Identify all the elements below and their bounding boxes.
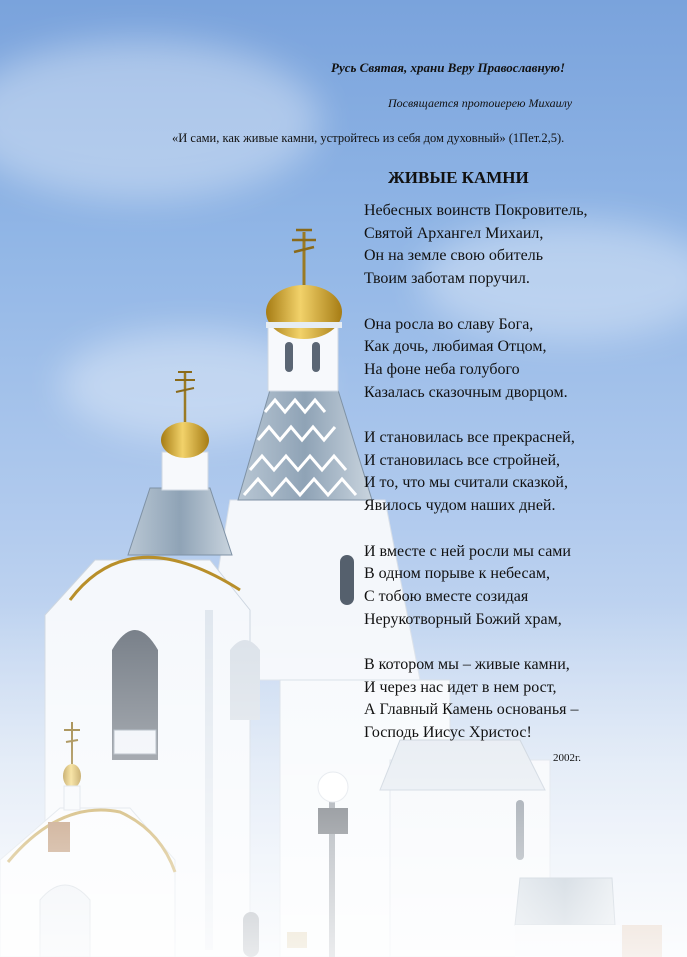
poem-line: И становилась все стройней,	[364, 451, 561, 469]
poem-line: Казалась сказочным дворцом.	[364, 383, 568, 401]
poem-line: Явилось чудом наших дней.	[364, 497, 556, 515]
poem-line: И через нас идет в нем рост,	[364, 678, 557, 696]
poem-line: Господь Иисус Христос!	[364, 724, 532, 742]
poem-line: И становилась все прекрасней,	[364, 429, 575, 446]
poem-line: В одном порыве к небесам,	[364, 565, 550, 583]
poem-line: Твоим заботам поручил.	[364, 270, 530, 288]
epigraph: «И сами, как живые камни, устройтесь из себя дом духовный» (1Пет.2,5).	[172, 131, 565, 145]
poem-line: Она росла во славу Бога,	[364, 315, 534, 333]
poem-line: Святой Архангел Михаил,	[364, 224, 544, 242]
poem-line: Как дочь, любимая Отцом,	[364, 338, 547, 356]
poem-body	[364, 200, 588, 768]
poem-line: А Главный Камень основанья –	[364, 701, 579, 719]
poem-line: На фоне неба голубого	[364, 360, 520, 378]
poem-line: С тобою вместе созидая	[364, 587, 529, 605]
poem-year: 2002г.	[553, 752, 582, 764]
poem-line: Небесных воинств Покровитель,	[364, 202, 588, 219]
left-tower	[128, 372, 232, 555]
motto: Русь Святая, храни Веру Православную!	[331, 60, 566, 75]
stanza	[364, 427, 588, 518]
stanza	[364, 654, 588, 745]
poem-line: Он на земле свою обитель	[364, 247, 543, 265]
dedication: Посвящается протоиерею Михаилу	[388, 96, 573, 110]
poem-line: Нерукотворный Божий храм,	[364, 610, 562, 628]
poem-line: И то, что мы считали сказкой,	[364, 474, 568, 492]
stanza	[364, 314, 588, 405]
poem-line: И вместе с ней росли мы сами	[364, 542, 571, 560]
poem-line: В котором мы – живые камни,	[364, 656, 570, 673]
stanza	[364, 200, 588, 291]
stanza	[364, 541, 588, 632]
poem-title: ЖИВЫЕ КАМНИ	[388, 168, 529, 187]
